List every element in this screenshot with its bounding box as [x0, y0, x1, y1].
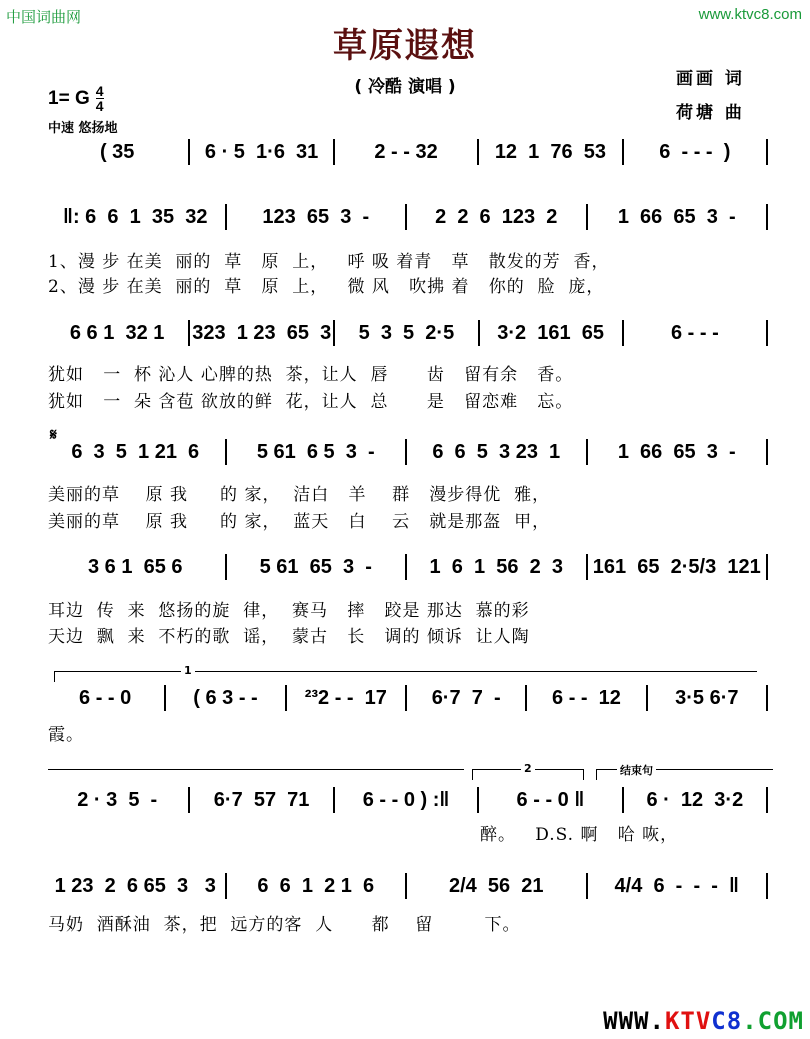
volta-2-label: 2 — [521, 762, 535, 775]
barline — [188, 139, 190, 165]
staff-3 — [48, 318, 770, 348]
singer: ( 冷酷 演唱 ) — [354, 77, 456, 97]
footer-logo — [603, 1007, 804, 1035]
measure: 6 6 1 2 1 6 — [257, 874, 375, 897]
ending-bracket — [596, 764, 773, 780]
barline — [586, 873, 588, 899]
lyric-line: 霞。 — [48, 725, 84, 745]
measure: ( 35 — [99, 140, 135, 163]
measure: 6 - - 0 — [79, 686, 132, 709]
measure: 2 2 6 123 2 — [435, 205, 558, 228]
measure: 6 3 5 1 21 6 — [71, 440, 200, 463]
barline — [586, 204, 588, 230]
barline — [586, 439, 588, 465]
staff-6 — [48, 683, 770, 713]
measure: 3 6 1 65 6 — [87, 555, 183, 578]
footer-com: .COM — [742, 1007, 804, 1035]
barline — [225, 204, 227, 230]
lyric-line: 美丽的草 原 我 的 家， 蓝天 白 云 就是那盔 甲， — [48, 512, 551, 532]
barline — [622, 139, 624, 165]
barline — [477, 787, 479, 813]
lyric-line: 耳边 传 来 悠扬的旋 律， 赛马 摔 跤是 那达 慕的彩 — [48, 601, 530, 621]
measure: ‖: 6 6 1 35 32 — [63, 205, 208, 228]
lyric-line: 美丽的草 原 我 的 家， 洁白 羊 群 漫步得优 雅， — [48, 485, 551, 505]
measure: 1 23 2 6 65 3 3 — [54, 874, 216, 897]
segno-icon: 𝄋 — [50, 425, 57, 444]
measure: 6 - - 0 ‖ — [516, 788, 585, 811]
lyric-line: 天边 飘 来 不朽的歌 谣， 蒙古 长 调的 倾诉 让人陶 — [48, 627, 530, 647]
volta-2-bracket — [472, 762, 584, 780]
barline — [766, 139, 768, 165]
song-title: 草原遐想 — [333, 26, 477, 66]
barline — [766, 204, 768, 230]
barline — [766, 554, 768, 580]
measure: 6 6 1 32 1 — [69, 321, 165, 344]
lyric-line: 犹如 一 杯 沁人 心脾的热 茶，让人 唇 齿 留有余 香。 — [48, 365, 574, 385]
barline — [225, 873, 227, 899]
barline — [333, 787, 335, 813]
barline — [766, 685, 768, 711]
staff-2 — [48, 202, 770, 232]
measure: ( 6 3 - - — [193, 686, 258, 709]
footer-www: WWW. — [603, 1007, 665, 1035]
time-bottom: 4 — [95, 98, 104, 114]
measure: 161 65 2·5/3 121 — [592, 555, 761, 578]
staff-7 — [48, 785, 770, 815]
tempo-marking: 中速 悠扬地 — [48, 121, 118, 136]
footer-ktv: KTV — [664, 1007, 712, 1035]
measure: 6 - - - ) — [659, 140, 731, 163]
barline — [333, 320, 335, 346]
barline — [405, 204, 407, 230]
barline — [188, 320, 190, 346]
key-signature — [48, 84, 104, 113]
measure: 123 65 3 - — [262, 205, 370, 228]
measure: 6 - - 0 ) :‖ — [362, 788, 450, 811]
time-signature — [96, 84, 104, 113]
measure: 6 · 5 1·6 31 — [204, 140, 319, 163]
measure: ²³2 - - 17 — [304, 686, 387, 709]
measure: 3·5 6·7 — [675, 686, 739, 709]
staff-5 — [48, 552, 770, 582]
volta-1-continuation — [48, 769, 464, 770]
barline — [333, 139, 335, 165]
watermark-left: 中国词曲网 — [6, 8, 82, 26]
barline — [225, 439, 227, 465]
measure: 2 - - 32 — [374, 140, 438, 163]
measure: 4/4 6 - - - ‖ — [614, 874, 739, 897]
barline — [622, 787, 624, 813]
volta-1-label: 1 — [181, 664, 195, 677]
measure: 5 61 65 3 - — [259, 555, 372, 578]
footer-c8: C8 — [711, 1007, 743, 1035]
barline — [766, 320, 768, 346]
measure: 6 - - 12 — [552, 686, 621, 709]
measure: 6 - - - — [671, 321, 719, 344]
measure: 5 3 5 2·5 — [358, 321, 455, 344]
lyric-line: 犹如 一 朵 含苞 欲放的鲜 花，让人 总 是 留恋难 忘。 — [48, 392, 574, 412]
measure: 6 6 5 3 23 1 — [432, 440, 561, 463]
measure: 6·7 57 71 — [213, 788, 310, 811]
barline — [525, 685, 527, 711]
volta-1-bracket — [54, 664, 757, 682]
barline — [225, 554, 227, 580]
barline — [586, 554, 588, 580]
watermark-right: www.ktvc8.com — [698, 6, 802, 23]
barline — [285, 685, 287, 711]
staff-1 — [48, 137, 770, 167]
barline — [766, 439, 768, 465]
lyric-line: 醉。 D.S. 啊 哈 咴， — [480, 825, 679, 845]
barline — [622, 320, 624, 346]
barline — [188, 787, 190, 813]
composer: 荷塘 曲 — [676, 103, 745, 123]
measure: 2/4 56 21 — [448, 874, 544, 897]
measure: 323 1 23 65 3 — [192, 321, 332, 344]
lyricist: 画画 词 — [676, 69, 745, 89]
barline — [405, 554, 407, 580]
staff-4 — [48, 437, 770, 467]
measure: 12 1 76 53 — [494, 140, 607, 163]
lyric-line: 2、漫 步 在美 丽的 草 原 上， 微 风 吹拂 着 你的 脸 庞， — [48, 277, 605, 297]
barline — [766, 873, 768, 899]
lyric-line: 1、漫 步 在美 丽的 草 原 上， 呼 吸 着青 草 散发的芳 香， — [48, 252, 610, 272]
measure: 1 6 1 56 2 3 — [429, 555, 563, 578]
ending-label: 结束句 — [617, 762, 656, 778]
measure: 1 66 65 3 - — [617, 205, 736, 228]
barline — [164, 685, 166, 711]
time-top: 4 — [95, 83, 104, 99]
barline — [405, 873, 407, 899]
barline — [766, 787, 768, 813]
measure: 6 · 12 3·2 — [646, 788, 744, 811]
key: 1= G — [48, 87, 90, 109]
measure: 2 · 3 5 - — [77, 788, 158, 811]
barline — [478, 320, 480, 346]
barline — [405, 685, 407, 711]
staff-8 — [48, 871, 770, 901]
barline — [646, 685, 648, 711]
measure: 1 66 65 3 - — [617, 440, 736, 463]
lyric-line: 马奶 酒酥油 茶，把 远方的客 人 都 留 下。 — [48, 915, 521, 935]
barline — [405, 439, 407, 465]
measure: 5 61 6 5 3 - — [256, 440, 375, 463]
barline — [477, 139, 479, 165]
measure: 3·2 161 65 — [497, 321, 605, 344]
measure: 6·7 7 - — [431, 686, 501, 709]
